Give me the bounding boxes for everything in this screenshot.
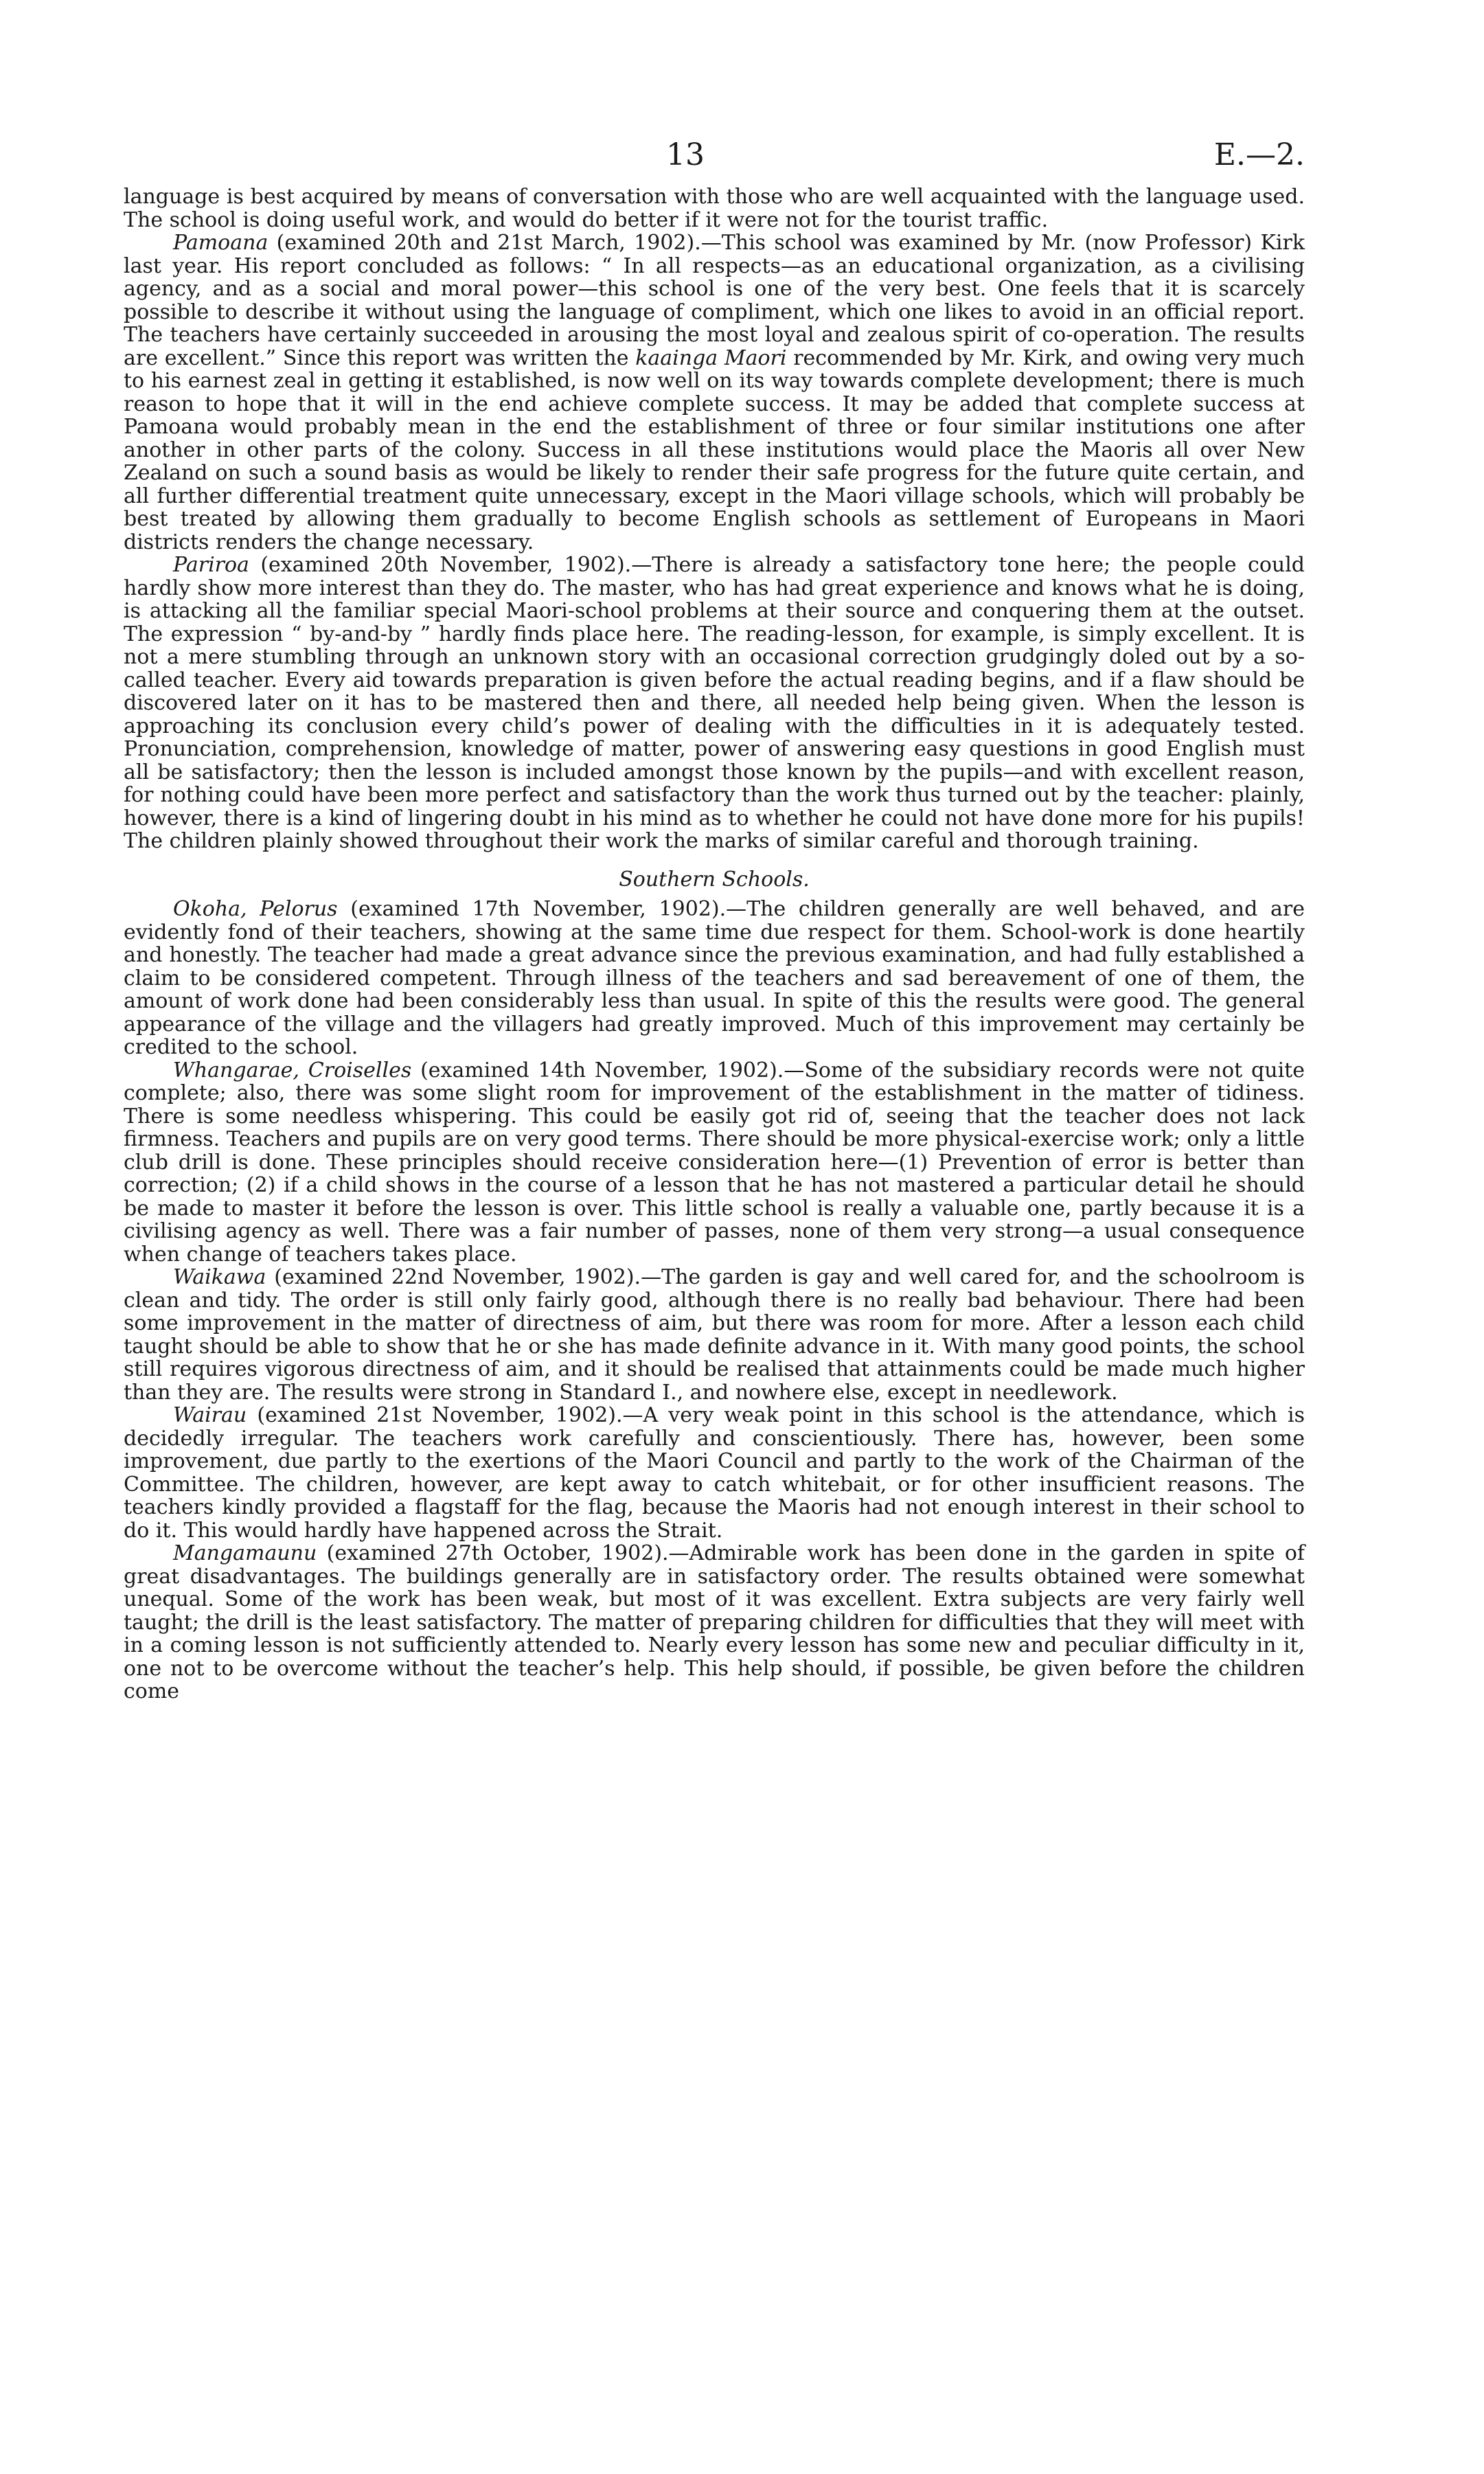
- running-head: [124, 137, 1305, 185]
- mangamaunu-paragraph: [124, 1542, 1305, 1703]
- intro-text: language is best acquired by means of conversation with those who are well acquainted with the language used. The school is doing useful work, and would do better if it were not for the tourist traffic.: [124, 185, 1305, 232]
- page-number: 13: [666, 137, 705, 172]
- pariroa-text: (examined 20th November, 1902).—There is already a satisfactory tone here; the people could hardly show more interest than they do. The master, who has had great experience and knows what he is doing, is attacking all the familiar special Maori-school problems at their source and conquering them at the outset. The expression “ by-and-by ” hardly finds place here. The reading-lesson, for example, is simply excellent. It is not a mere stumbling through an unknown story with an occasional correction grudgingly doled out by a so-called teacher. Every aid towards preparation is given before the actual reading begins, and if a flaw should be discovered later on it has to be mastered then and there, all needed help being given. When the lesson is approaching its conclusion every child’s power of dealing with the difficulties in it is adequately tested. Pronunciation, comprehension, knowledge of matter, power of answering easy questions in good English must all be satisfactory; then the lesson is included amongst those known by the pupils—and with excellent reason, for nothing could have been more perfect and satisfactory than the work thus turned out by the teacher: plainly, however, there is a kind of lingering doubt in his mind as to whether he could not have done more for his pupils! The children plainly showed throughout their work the marks of similar careful and thorough training.: [124, 553, 1305, 853]
- page: [124, 137, 1305, 1703]
- school-name-pariroa: Pariroa: [173, 553, 249, 577]
- whangarae-text: (examined 14th November, 1902).—Some of the subsidiary records were not quite complete; also, there was some slight room for improvement of the establishment in the matter of tidiness. There is some needless whispering. This could be easily got rid of, seeing that the teacher does not lack firmness. Teachers and pupils are on very good terms. There should be more physical-exercise work; only a little club drill is done. These principles should receive consideration here—(1) Prevention of error is better than correction; (2) if a child shows in the course of a lesson that he has not mastered a particular detail he should be made to master it before the lesson is over. This little school is really a valuable one, partly because it is a civilising agency as well. There was a fair number of passes, none of them very strong—a usual consequence when change of teachers takes place.: [124, 1058, 1305, 1267]
- okoha-paragraph: [124, 898, 1305, 1059]
- school-name-okoha: Okoha, Pelorus: [173, 897, 338, 921]
- kaainga-maori-term: kaainga Maori: [635, 345, 787, 370]
- school-name-wairau: Wairau: [173, 1403, 247, 1427]
- waikawa-paragraph: [124, 1266, 1305, 1404]
- intro-paragraph: [124, 185, 1305, 231]
- pamoana-text-b: recommended by Mr. Kirk, and owing very much to his earnest zeal in getting it established, is now well on its way towards complete development; there is much reason to hope that it will in the end achieve complete success. It may be added that complete success at Pamoana would probably mean in the end the establishment of three or four similar institutions one after another in other parts of the colony. Success in all these institutions would place the Maoris all over New Zealand on such a sound basis as would be likely to render their safe progress for the future quite certain, and all further differential treatment quite unnecessary, except in the Maori village schools, which will probably be best treated by allowing them gradually to become English schools as settlement of Europeans in Maori districts renders the change necessary.: [124, 345, 1305, 554]
- pamoana-paragraph: [124, 231, 1305, 554]
- pariroa-paragraph: [124, 554, 1305, 853]
- waikawa-text: (examined 22nd November, 1902).—The garden is gay and well cared for, and the schoolroom is clean and tidy. The order is still only fairly good, although there is no really bad behaviour. There had been some improvement in the matter of directness of aim, but there was room for more. After a lesson each child taught should be able to show that he or she has made definite advance in it. With many good points, the school still requires vigorous directness of aim, and it should be realised that attainments could be made much higher than they are. The results were strong in Standard I., and nowhere else, except in needlework.: [124, 1265, 1305, 1405]
- pamoana-text-a: (examined 20th and 21st March, 1902).—This school was examined by Mr. (now Professor) Kirk last year. His report concluded as follows: “ In all respects—as an educational organization, as a civilising agency, and as a social and moral power—this school is one of the very best. One feels that it is scarcely possible to describe it without using the language of compliment, which one likes to avoid in an official report. The teachers have certainly succeeded in arousing the most loyal and zealous spirit of co-operation. The results are excellent.” Since this report was written the: [124, 231, 1305, 370]
- southern-schools-heading: Southern Schools.: [619, 867, 810, 892]
- school-name-whangarae: Whangarae, Croiselles: [173, 1058, 412, 1082]
- school-name-mangamaunu: Mangamaunu: [173, 1541, 317, 1565]
- mangamaunu-text: (examined 27th October, 1902).—Admirable work has been done in the garden in spite of great disadvantages. The buildings generally are in satisfactory order. The results obtained were somewhat unequal. Some of the work has been weak, but most of it was excellent. Extra subjects are very fairly well taught; the drill is the least satisfactory. The matter of preparing children for difficulties that they will meet with in a coming lesson is not sufficiently attended to. Nearly every lesson has some new and peculiar difficulty in it, one not to be overcome without the teacher’s help. This help should, if possible, be given before the children come: [124, 1541, 1305, 1703]
- whangarae-paragraph: [124, 1059, 1305, 1267]
- wairau-text: (examined 21st November, 1902).—A very weak point in this school is the attendance, which is decidedly irregular. The teachers work carefully and conscientiously. There has, however, been some improvement, due partly to the exertions of the Maori Council and partly to the work of the Chairman of the Committee. The children, however, are kept away to catch whitebait, or for other insufficient reasons. The teachers kindly provided a flagstaff for the flag, because the Maoris had not enough interest in their school to do it. This would hardly have happened across the Strait.: [124, 1403, 1305, 1543]
- wairau-paragraph: [124, 1404, 1305, 1542]
- school-name-waikawa: Waikawa: [173, 1265, 266, 1289]
- document-reference: E.—2.: [1213, 137, 1305, 172]
- okoha-text: (examined 17th November, 1902).—The children generally are well behaved, and are evidently fond of their teachers, showing at the same time due respect for them. School-work is done heartily and honestly. The teacher had made a great advance since the previous examination, and had fully established a claim to be considered competent. Through illness of the teachers and sad bereavement of one of them, the amount of work done had been considerably less than usual. In spite of this the results were good. The general appearance of the village and the villagers had greatly improved. Much of this improvement may certainly be credited to the school.: [124, 897, 1305, 1059]
- school-name-pamoana: Pamoana: [173, 231, 269, 255]
